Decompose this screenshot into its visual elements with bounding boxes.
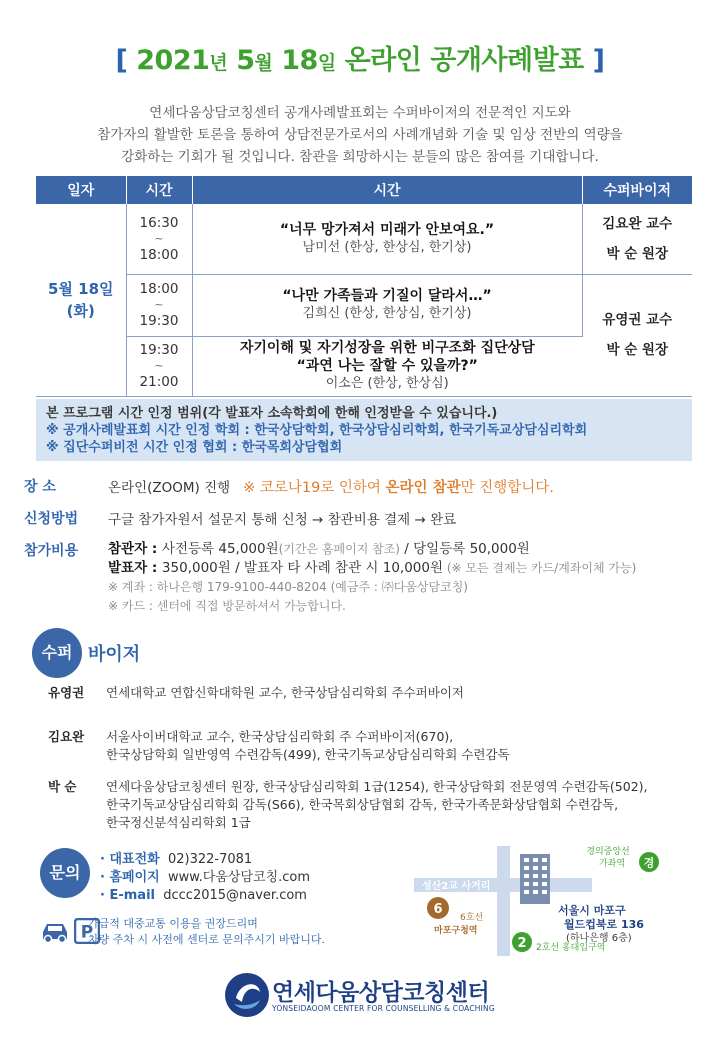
- session-cell: “나만 가족들과 기질이 달라서…” 김희신 (한상, 한상심, 한기상): [192, 274, 582, 336]
- svg-text:6: 6: [433, 902, 443, 917]
- contact-badge: 문의: [40, 848, 90, 898]
- contact-web: · 홈페이지 www.다움상담코칭.com: [100, 870, 311, 885]
- svg-text:2: 2: [517, 936, 527, 951]
- header-time: 시간: [126, 176, 192, 204]
- supervisor-badge: 수퍼: [32, 628, 82, 678]
- address-line: 서울시 마포구: [558, 904, 626, 917]
- table-row: [36, 274, 692, 336]
- location-map: [402, 838, 702, 968]
- svg-text:2호선 홍대입구역: 2호선 홍대입구역: [536, 943, 606, 953]
- date-cell: 5월 18일 (화): [36, 204, 126, 396]
- table-row: [36, 204, 692, 274]
- svg-text:경: 경: [643, 856, 655, 870]
- transit-note: 가급적 대중교통 이용을 권장드리며 차량 주차 시 사전에 센터로 문의주시기 바랍니다.: [88, 917, 325, 946]
- schedule-table: [36, 176, 692, 397]
- apply-value: 구글 참가자원서 설문지 통해 신청 → 참관비용 결제 → 완료: [108, 512, 457, 528]
- phone-number[interactable]: 02)322-7081: [167, 852, 253, 867]
- credit-notice: 본 프로그램 시간 인정 범위(각 발표자 소속학회에 한해 인정받을 수 있습니다.) ※ 공개사례발표회 시간 인정 학회 : 한국상담학회, 한국상담심리학회, 한국기독교상담심리학회 ※ 집단수퍼비전 시간 인정 협회 : 한국목회상담협회: [36, 399, 692, 461]
- header-supervisor: 수퍼바이저: [582, 176, 692, 204]
- time-cell: 18:00 ~ 19:30: [126, 274, 192, 336]
- session-cell: “너무 망가져서 미래가 안보여요.” 남미선 (한상, 한상심, 한기상): [192, 204, 582, 274]
- svg-text:6호선: 6호선: [460, 913, 484, 923]
- place-value: 온라인(ZOOM) 진행: [108, 480, 231, 496]
- title-bracket-open: [: [115, 45, 128, 76]
- center-logo-icon: [222, 968, 272, 1024]
- svg-text:월드컵북로 136: 월드컵북로 136: [564, 918, 644, 931]
- apply-label: 신청방법: [24, 511, 79, 527]
- contact-phone: · 대표전화 02)322-7081: [100, 852, 253, 867]
- header-session: 시간: [192, 176, 582, 204]
- supervisor-section-label: 바이저: [88, 644, 141, 665]
- intersection-label: 성산2교 사거리: [422, 881, 491, 892]
- table-header-row: [36, 176, 692, 204]
- email-link[interactable]: dccc2015@naver.com: [163, 888, 307, 903]
- title-bracket-close: ]: [592, 45, 605, 76]
- bank-account: ※ 계좌 : 하나은행 179-9100-440-8204 (예금주 : ㈜다움상담코칭): [108, 580, 468, 594]
- svg-text:마포구청역: 마포구청역: [434, 926, 478, 936]
- svg-text:가좌역: 가좌역: [598, 859, 626, 869]
- fee-label: 참가비용: [24, 543, 79, 559]
- time-cell: 19:30 ~ 21:00: [126, 336, 192, 396]
- svg-text:(하나은행 6층): (하나은행 6층): [566, 933, 632, 944]
- website-link[interactable]: www.다움상담코칭.com: [167, 870, 311, 885]
- page-title: [ 2021년 5월 18일 온라인 공개사례발표 ]: [115, 45, 605, 76]
- place-label: 장 소: [24, 479, 56, 495]
- session-cell: 자기이해 및 자기성장을 위한 비구조화 집단상담 “과연 나는 잘할 수 있을까?” 이소은 (한상, 한상심): [192, 336, 582, 396]
- card-note: ※ 카드 : 센터에 직접 방문하셔서 가능합니다.: [108, 599, 346, 613]
- center-subtitle: YONSEIDAOOM CENTER FOR COUNSELLING & COACHING: [272, 1004, 495, 1013]
- supervisor-cell: 김요완 교수 박 순 원장: [582, 204, 692, 274]
- svg-text:P: P: [80, 922, 94, 943]
- contact-email: · E-mail dccc2015@naver.com: [100, 888, 307, 903]
- center-name: 연세다움상담코칭센터: [272, 980, 490, 1006]
- svg-text:경의중앙선: 경의중앙선: [586, 847, 630, 857]
- car-icon: [40, 920, 70, 944]
- time-cell: 16:30 ~ 18:00: [126, 204, 192, 274]
- header-date: 일자: [36, 176, 126, 204]
- intro-paragraph: 연세다움상담코칭센터 공개사례발표회는 수퍼바이저의 전문적인 지도와 참가자의 활발한 토론을 통하여 상담전문가로서의 사례개념화 기술 및 임상 전반의 역량을 강화하는 기회가 될 것입니다. 참관을 희망하시는 분들의 많은 참여를 기대합니다.: [97, 105, 623, 165]
- building-icon: [520, 854, 550, 904]
- supervisor-cell: 유영권 교수 박 순 원장: [582, 274, 692, 396]
